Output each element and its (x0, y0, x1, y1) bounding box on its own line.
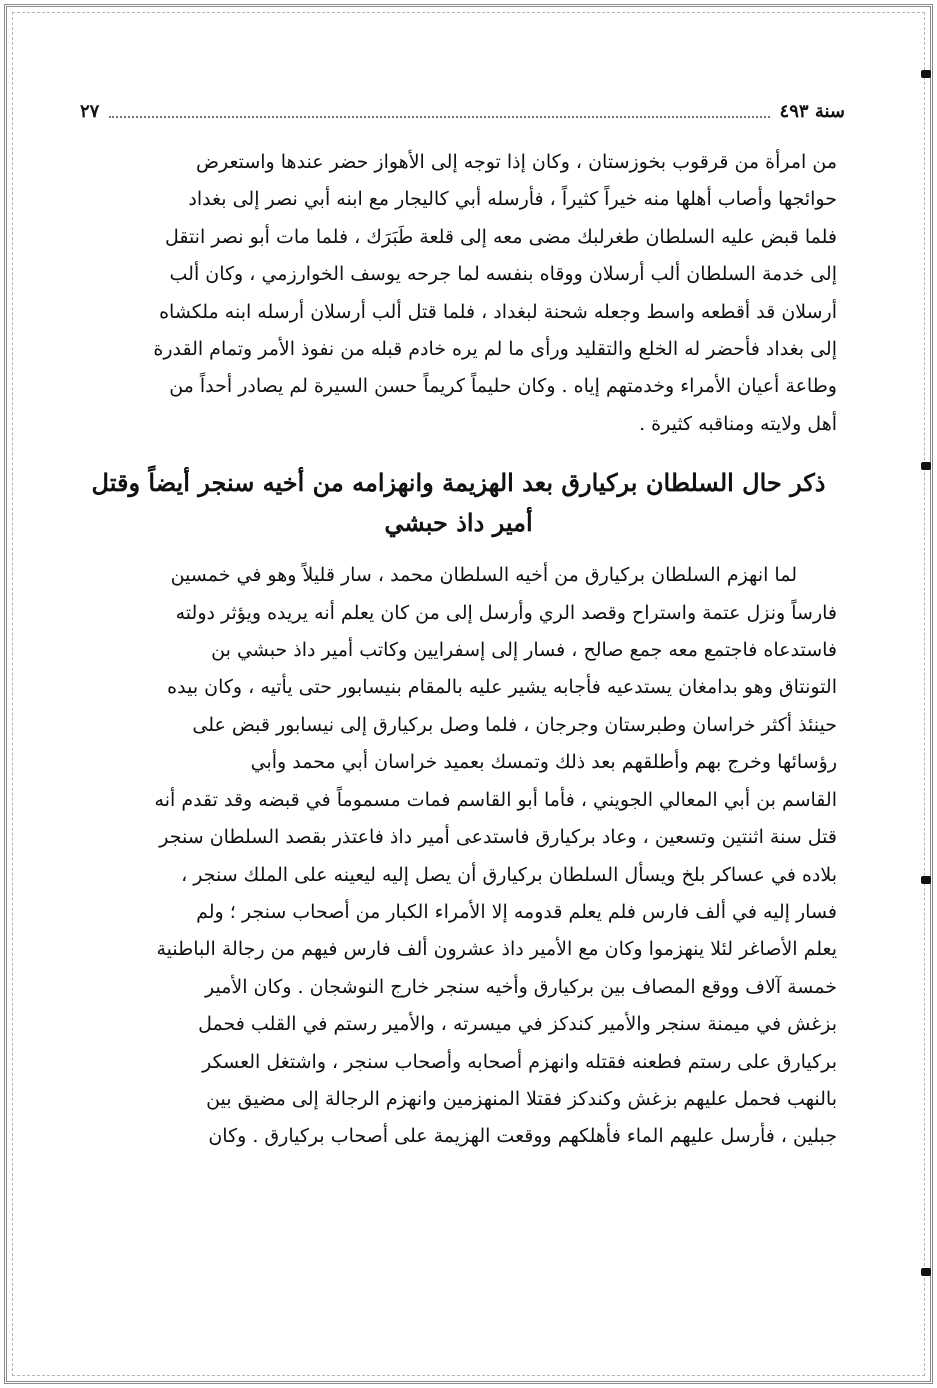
section-heading (80, 463, 837, 543)
section-heading-line: أمير داذ حبشي (384, 508, 533, 538)
page-header (80, 96, 845, 126)
edge-mark (921, 462, 931, 470)
text-line: وطاعة أعيان الأمراء وخدمتهم إياه . وكان حليماً كريماً حسن السيرة لم يصادر أحداً من (169, 375, 837, 398)
text-line: فلما قبض عليه السلطان طغرلبك مضى معه إلى قلعة طَبَرَك ، فلما مات أبو نصر انتقل (164, 225, 837, 248)
text-line: جبلين ، فأرسل عليهم الماء فأهلكهم ووقعت الهزيمة على أصحاب بركيارق . وكان (208, 1125, 837, 1148)
running-title: سنة ٤٩٣ (779, 100, 845, 122)
text-line: فارساً ونزل عتمة واستراح وقصد الري وأرسل إلى من كان يعلم أنه يريده ويؤثر دولته (175, 601, 837, 624)
text-line: بركيارق على رستم فطعنه فقتله وانهزم أصحابه وأصحاب سنجر ، واشتغل العسكر (202, 1050, 837, 1073)
text-line: رؤسائها وخرج بهم وأطلقهم بعد ذلك وتمسك بعميد خراسان أبي محمد وأبي (250, 751, 837, 774)
page-number: ٢٧ (80, 100, 100, 122)
text-line: إلى بغداد فأحضر له الخلع والتقليد ورأى ما لم يره خادم قبله من نفوذ الأمر وتمام القدرة (153, 338, 837, 361)
text-line: حوائجها وأصاب أهلها منه خيراً كثيراً ، فأرسله أبي كاليجار مع ابنه أبي نصر إلى بغداد (188, 188, 837, 211)
text-line: حينئذ أكثر خراسان وطبرستان وجرجان ، فلما وصل بركيارق إلى نيسابور قبض على (192, 713, 837, 736)
text-line: يعلم الأصاغر لئلا ينهزموا وكان مع الأمير داذ عشرون ألف فارس فيهم من رجالة الباطنية (156, 938, 837, 961)
edge-mark (921, 876, 931, 884)
text-line: قتل سنة اثنتين وتسعين ، وعاد بركيارق فاستدعى أمير داذ فاعتذر بقصد السلطان سنجر (159, 826, 837, 849)
text-line: بزغش في ميمنة سنجر والأمير كندكز في ميسرته ، والأمير رستم في القلب فحمل (198, 1013, 837, 1036)
text-line: من امرأة من قرقوب بخوزستان ، وكان إذا توجه إلى الأهواز حضر عندها واستعرض (196, 151, 837, 173)
text-line: التونتاق وهو بدامغان يستدعيه فأجابه يشير عليه بالمقام بنيسابور حتى يأتيه ، وكان بيده (167, 676, 837, 699)
text-line: أرسلان قد أقطعه واسط وجعله شحنة لبغداد ، فلما قتل ألب أرسلان أرسله ابنه ملكشاه (159, 300, 837, 323)
edge-mark (921, 70, 931, 78)
text-line: بلاده في عساكر بلخ ويسأل السلطان بركيارق أن يصل إليه ليعينه على الملك سنجر ، (181, 863, 837, 886)
page-body (80, 144, 837, 1156)
text-line: لما انهزم السلطان بركيارق من أخيه السلطان محمد ، سار قليلاً وهو في خمسين (170, 564, 797, 587)
section-heading-line: ذكر حال السلطان بركيارق بعد الهزيمة وانهزامه من أخيه سنجر أيضاً وقتل (91, 468, 826, 498)
edge-mark (921, 1268, 931, 1276)
paragraph-continued (80, 144, 837, 443)
paragraph-section (80, 557, 837, 1156)
text-line: أهل ولايته ومناقبه كثيرة . (639, 412, 837, 435)
text-line: إلى خدمة السلطان ألب أرسلان ووقاه بنفسه لما جرحه يوسف الخوارزمي ، وكان ألب (169, 263, 837, 286)
text-line: فاستدعاه فاجتمع معه جمع صالح ، فسار إلى إسفرايين وكاتب أمير داذ حبشي بن (211, 639, 837, 662)
text-line: خمسة آلاف ووقع المصاف بين بركيارق وأخيه سنجر خارج النوشجان . وكان الأمير (204, 975, 837, 998)
header-dotted-rule (109, 116, 769, 118)
text-line: بالنهب فحمل عليهم بزغش وكندكز فقتلا المنهزمين وانهزم الرجالة إلى مضيق بين (206, 1087, 837, 1110)
text-line: فسار إليه في ألف فارس فلم يعلم قدومه إلا الأمراء الكبار من أصحاب سنجر ؛ ولم (196, 900, 837, 923)
text-line: القاسم بن أبي المعالي الجويني ، فأما أبو القاسم فمات مسموماً في قبضه وقد تقدم أنه (154, 788, 837, 811)
